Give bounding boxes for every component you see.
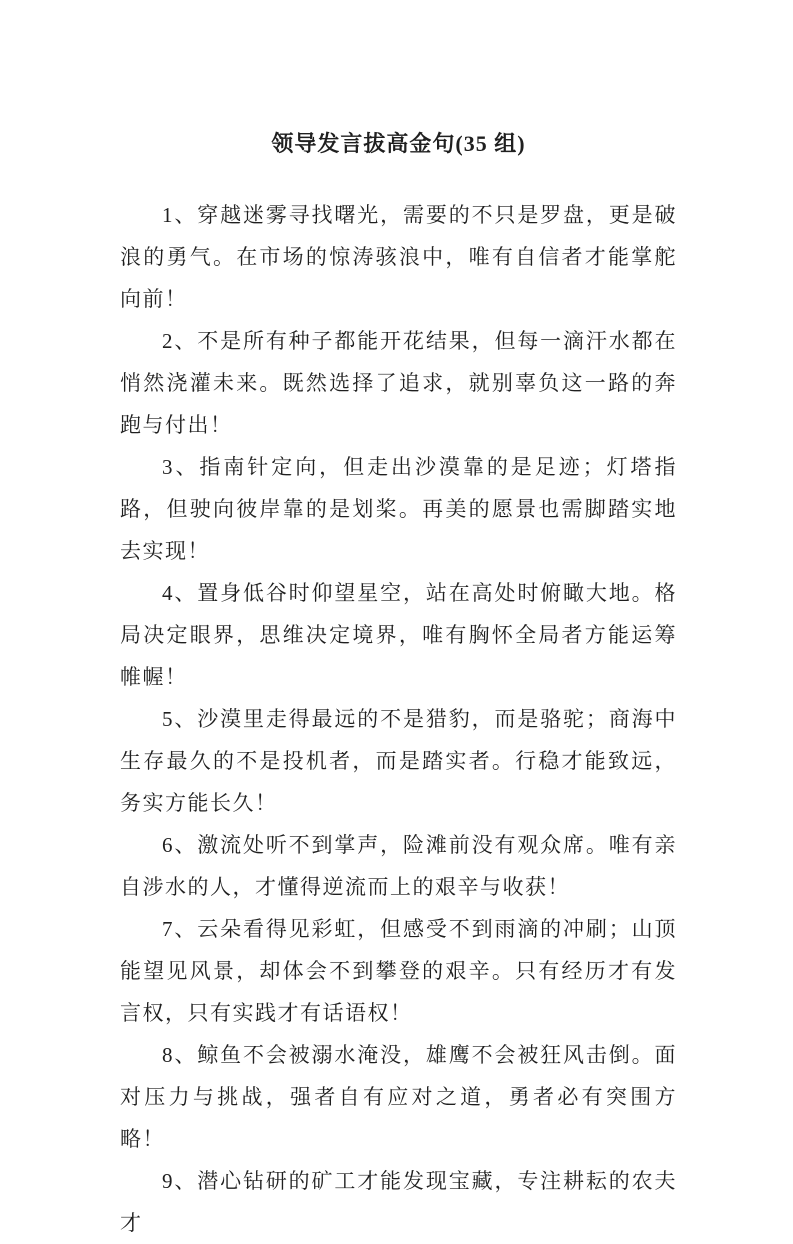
paragraph-6: 6、激流处听不到掌声，险滩前没有观众席。唯有亲自涉水的人，才懂得逆流而上的艰辛与收获！: [120, 833, 677, 899]
document-content: [120, 123, 677, 1235]
paragraph-1: 1、穿越迷雾寻找曙光，需要的不只是罗盘，更是破浪的勇气。在市场的惊涛骇浪中，唯有自信者才能掌舵向前！: [120, 203, 677, 311]
paragraph-5: 5、沙漠里走得最远的不是猎豹，而是骆驼；商海中生存最久的不是投机者，而是踏实者。行稳才能致远，务实方能长久！: [120, 707, 677, 815]
paragraph-3: 3、指南针定向，但走出沙漠靠的是足迹；灯塔指路，但驶向彼岸靠的是划桨。再美的愿景也需脚踏实地去实现！: [120, 455, 677, 563]
paragraph-8: 8、鲸鱼不会被溺水淹没，雄鹰不会被狂风击倒。面对压力与挑战，强者自有应对之道，勇者必有突围方略！: [120, 1043, 677, 1151]
paragraph-7: 7、云朵看得见彩虹，但感受不到雨滴的冲刷；山顶能望见风景，却体会不到攀登的艰辛。只有经历才有发言权，只有实践才有话语权！: [120, 917, 677, 1025]
paragraph-4: 4、置身低谷时仰望星空，站在高处时俯瞰大地。格局决定眼界，思维决定境界，唯有胸怀全局者方能运筹帷幄！: [120, 581, 677, 689]
paragraph-9: 9、潜心钻研的矿工才能发现宝藏，专注耕耘的农夫才: [120, 1169, 677, 1235]
paragraph-2: 2、不是所有种子都能开花结果，但每一滴汗水都在悄然浇灌未来。既然选择了追求，就别辜负这一路的奔跑与付出！: [120, 329, 677, 437]
document-title: 领导发言拔高金句(35 组): [271, 131, 526, 156]
